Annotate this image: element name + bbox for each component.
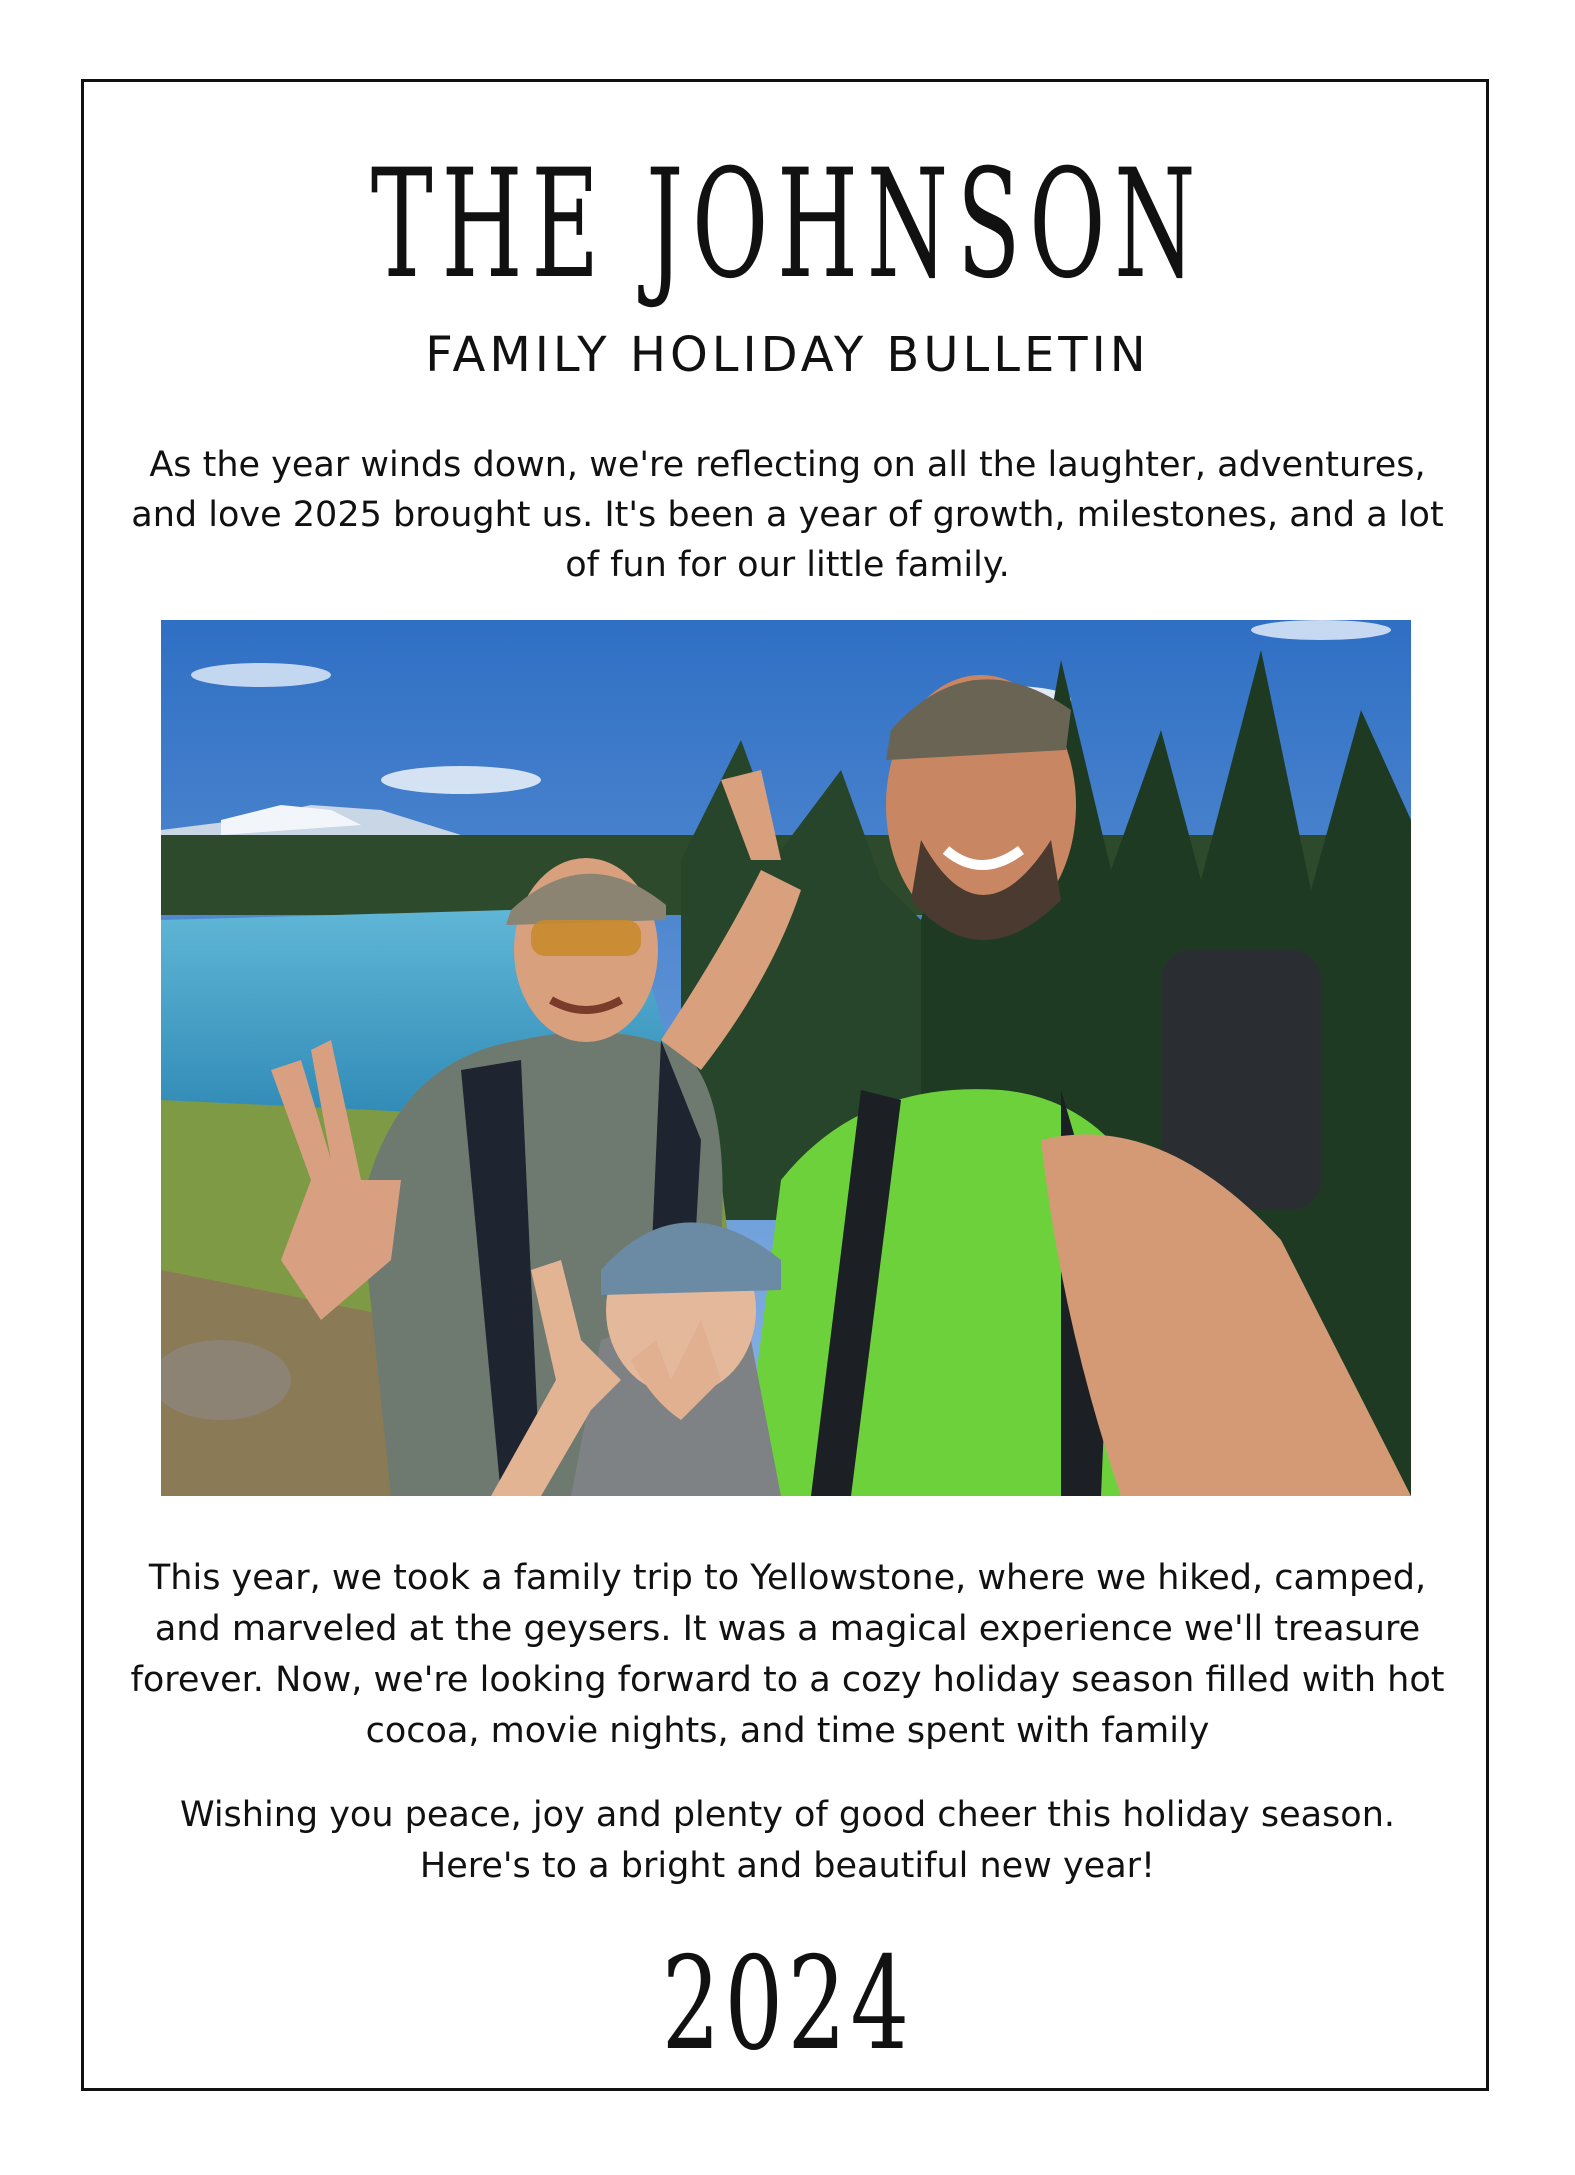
story-paragraph: This year, we took a family trip to Yellowstone, where we hiked, camped, and marveled at the geysers. It was a magical experience we'll treasure forever. Now, we're looking forward to a cozy holiday season filled with hot cocoa, movie nights, and time spent with family: [130, 1558, 1445, 1751]
intro-paragraph: As the year winds down, we're reflecting on all the laughter, adventures, and love 2025 brought us. It's been a year of growth, milestones, and a lot of fun for our little family.: [131, 445, 1444, 585]
closing-paragraph: Wishing you peace, joy and plenty of good cheer this holiday season. Here's to a bright and beautiful new year!: [179, 1795, 1396, 1886]
family-selfie-photo: [161, 620, 1411, 1496]
family-name-title: THE JOHNSON: [370, 138, 1205, 312]
year-footer: 2024: [661, 1930, 914, 2079]
bulletin-subtitle: FAMILY HOLIDAY BULLETIN: [425, 327, 1150, 383]
photo-illustration: [161, 620, 1411, 1496]
